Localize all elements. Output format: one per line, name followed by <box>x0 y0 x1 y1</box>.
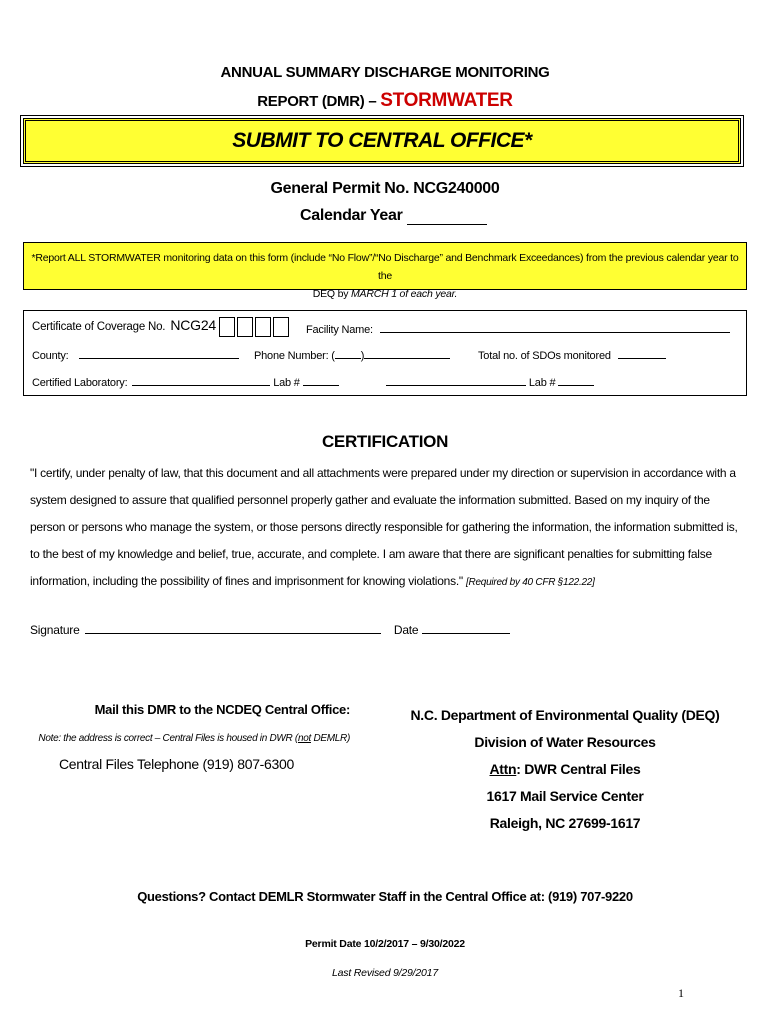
mail-note-not: not <box>297 733 311 744</box>
mail-note <box>30 733 350 744</box>
sdo-row <box>478 347 666 362</box>
form-title-line2 <box>0 90 770 112</box>
mail-note-suffix: DEMLR) <box>310 733 350 744</box>
phone-area-field[interactable] <box>335 347 361 359</box>
certification-body: "I certify, under penalty of law, that this document and all attachments were prepared under my direction or supervision in accordance with a system designed to assure that qualified personnel properly gather and evaluate the information submitted. Based on my inquiry of the person or persons who manage the system, or those persons directly responsible for gathering the information, the information submitted is, to the best of my knowledge and belief, true, accurate, and complete. I am aware that there are significant penalties for submitting false information, including the possibility of fines and imprisonment for knowing violations." <box>30 466 738 588</box>
certification-text <box>30 460 746 596</box>
date-field[interactable] <box>422 622 510 634</box>
coc-digit-box[interactable] <box>237 317 253 337</box>
title-prefix: REPORT (DMR) – <box>257 93 381 110</box>
coc-label: Certificate of Coverage No. <box>32 321 166 334</box>
lab-name-field-2[interactable] <box>386 374 526 386</box>
signature-field[interactable] <box>85 622 381 634</box>
coc-row <box>32 317 291 337</box>
address-line4: 1617 Mail Service Center <box>486 788 644 804</box>
phone-row <box>254 347 450 362</box>
mail-note-prefix: Note: the address is correct – Central Files is housed in DWR ( <box>38 733 298 744</box>
date-label: Date <box>393 623 419 637</box>
facility-info-box <box>23 310 747 396</box>
notice-deadline: MARCH 1 of each year. <box>350 288 458 300</box>
signature-row <box>30 622 510 637</box>
lab-number-label: Lab # <box>273 377 300 389</box>
mailing-address <box>400 702 730 837</box>
last-revised: Last Revised 9/29/2017 <box>332 967 438 979</box>
lab-name-field[interactable] <box>132 374 270 386</box>
county-label: County: <box>32 350 69 362</box>
lab-number-field-2[interactable] <box>558 374 594 386</box>
sdo-count-field[interactable] <box>618 347 666 359</box>
certification-citation: [Required by 40 CFR §122.22] <box>466 577 595 588</box>
sdo-label: Total no. of SDOs monitored <box>478 350 611 362</box>
coc-digit-box[interactable] <box>255 317 271 337</box>
coc-digit-boxes <box>219 317 291 337</box>
facility-label: Facility Name: <box>306 324 373 336</box>
coc-digit-box[interactable] <box>219 317 235 337</box>
lab-row <box>32 374 339 389</box>
address-line5: Raleigh, NC 27699-1617 <box>489 815 641 831</box>
calendar-year-field[interactable] <box>407 210 487 225</box>
lab-label: Certified Laboratory: <box>32 377 128 389</box>
facility-row <box>306 321 730 336</box>
reporting-notice <box>23 242 747 300</box>
calendar-year-label: Calendar Year <box>300 207 403 224</box>
submit-banner-text: SUBMIT TO CENTRAL OFFICE* <box>232 129 532 152</box>
certification-heading: CERTIFICATION <box>321 432 449 451</box>
permit-date: Permit Date 10/2/2017 – 9/30/2022 <box>305 938 465 950</box>
lab-number-field[interactable] <box>303 374 339 386</box>
notice-line2 <box>24 285 746 303</box>
coc-digit-box[interactable] <box>273 317 289 337</box>
address-line1: N.C. Department of Environmental Quality (DEQ) <box>410 707 720 723</box>
phone-number-field[interactable] <box>364 347 450 359</box>
phone-label: Phone Number: ( <box>254 350 335 362</box>
form-title-line1: ANNUAL SUMMARY DISCHARGE MONITORING <box>220 64 550 81</box>
mail-heading: Mail this DMR to the NCDEQ Central Office: <box>94 702 350 717</box>
county-field[interactable] <box>79 347 239 359</box>
central-files-telephone: Central Files Telephone (919) 807-6300 <box>58 756 294 772</box>
questions-contact: Questions? Contact DEMLR Stormwater Staff in the Central Office at: (919) 707-9220 <box>137 889 633 904</box>
address-line3 <box>400 756 730 783</box>
stormwater-highlight: STORMWATER <box>380 90 513 111</box>
notice-line1: *Report ALL STORMWATER monitoring data on this form (include “No Flow”/“No Discharge” and Benchmark Exceedances) from the previous calendar year to the <box>31 252 739 282</box>
attn-label: Attn <box>489 761 517 777</box>
attn-rest: : DWR Central Files <box>516 761 641 777</box>
phone-paren: ) <box>360 350 365 362</box>
calendar-year <box>300 207 487 225</box>
permit-number: General Permit No. NCG240000 <box>270 180 500 197</box>
facility-name-field[interactable] <box>380 321 730 333</box>
address-line2: Division of Water Resources <box>474 734 656 750</box>
coc-prefix: NCG24 <box>170 317 216 334</box>
notice-line2-prefix: DEQ by <box>312 288 351 300</box>
lab-row-2 <box>386 374 594 389</box>
signature-label: Signature <box>30 623 80 637</box>
lab-number-label-2: Lab # <box>528 377 556 389</box>
county-row <box>32 347 239 362</box>
page-number: 1 <box>678 986 684 1000</box>
submit-banner <box>23 118 741 164</box>
